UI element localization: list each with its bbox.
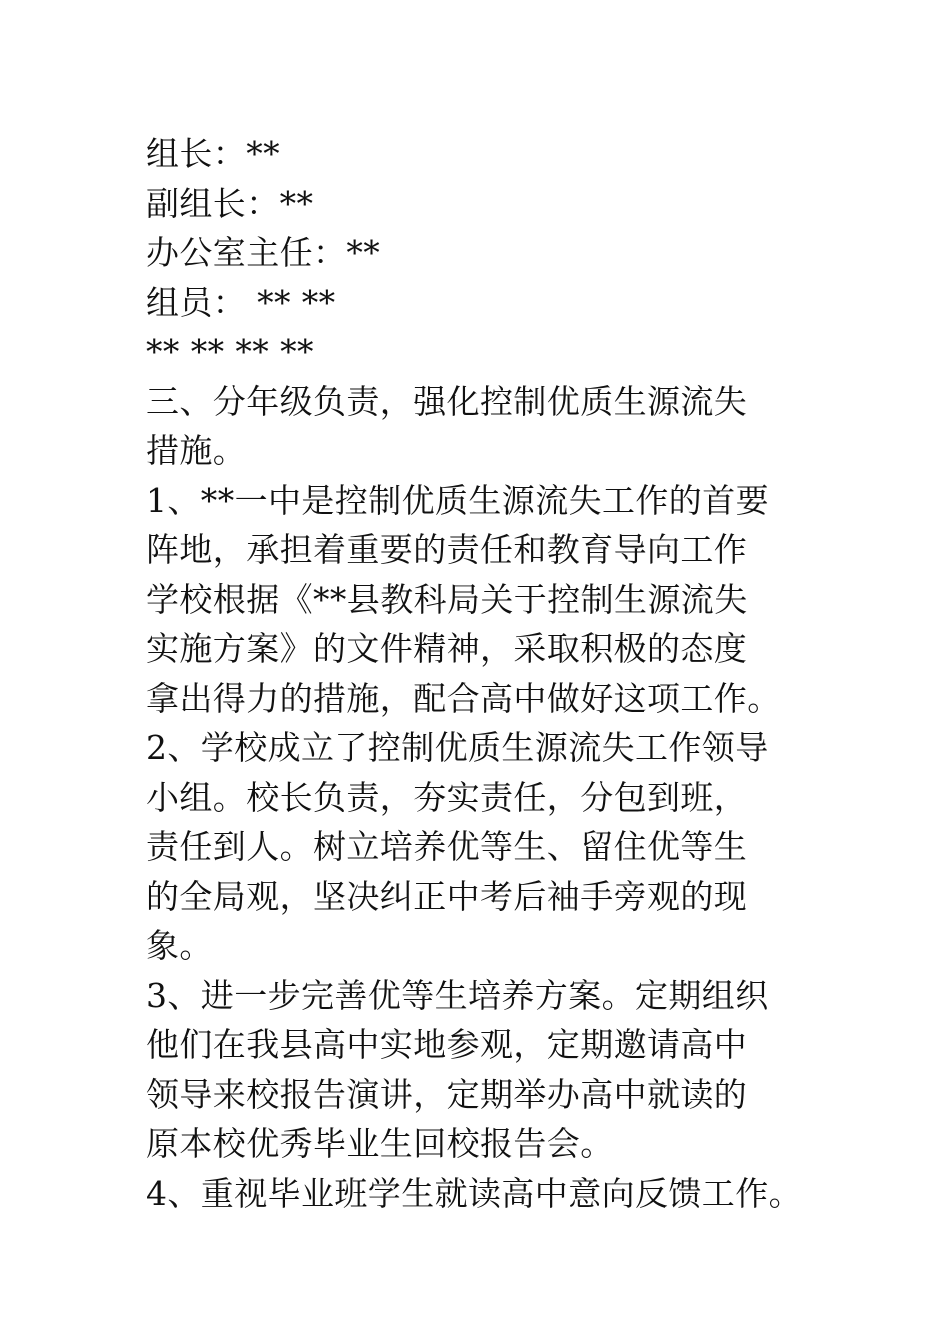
paragraph-1-line-5: 拿出得力的措施，配合高中做好这项工作。 [146, 678, 781, 718]
paragraph-2-line-1: 2、学校成立了控制优质生源流失工作领导 [146, 728, 769, 767]
paragraph-1-line-1: 1、**一中是控制优质生源流失工作的首要 [146, 480, 769, 520]
paragraph-3-line-3: 领导来校报告演讲，定期举办高中就读的 [146, 1074, 748, 1114]
text-line-members-cont: ** ** ** ** [146, 332, 314, 371]
paragraph-2-line-2: 小组。校长负责，夯实责任，分包到班， [146, 777, 748, 817]
paragraph-3-line-1: 3、进一步完善优等生培养方案。定期组织 [146, 975, 769, 1015]
paragraph-2-line-4: 的全局观，坚决纠正中考后袖手旁观的现 [146, 876, 748, 916]
section-heading-three: 三、分年级负责，强化控制优质生源流失 [146, 381, 748, 421]
document-body [146, 129, 846, 1218]
paragraph-1-line-2: 阵地，承担着重要的责任和教育导向工作 [146, 530, 748, 569]
text-line-members: 组员： ** ** [146, 282, 336, 322]
text-line-deputy-leader: 副组长：** [146, 183, 314, 223]
paragraph-2-line-3: 责任到人。树立培养优等生、留住优等生 [146, 827, 748, 866]
paragraph-3-line-2: 他们在我县高中实地参观，定期邀请高中 [146, 1025, 748, 1064]
section-heading-three-cont: 措施。 [146, 431, 247, 470]
text-line-leader: 组长：** [146, 134, 280, 173]
text-line-office-director: 办公室主任：** [146, 233, 381, 272]
paragraph-3-line-4: 原本校优秀毕业生回校报告会。 [146, 1124, 614, 1163]
paragraph-4-line-1: 4、重视毕业班学生就读高中意向反馈工作。 [146, 1173, 802, 1213]
paragraph-1-line-3: 学校根据《**县教科局关于控制生源流失 [146, 579, 748, 619]
paragraph-2-line-5: 象。 [146, 926, 213, 965]
paragraph-1-line-4: 实施方案》的文件精神，采取积极的态度 [146, 629, 748, 668]
